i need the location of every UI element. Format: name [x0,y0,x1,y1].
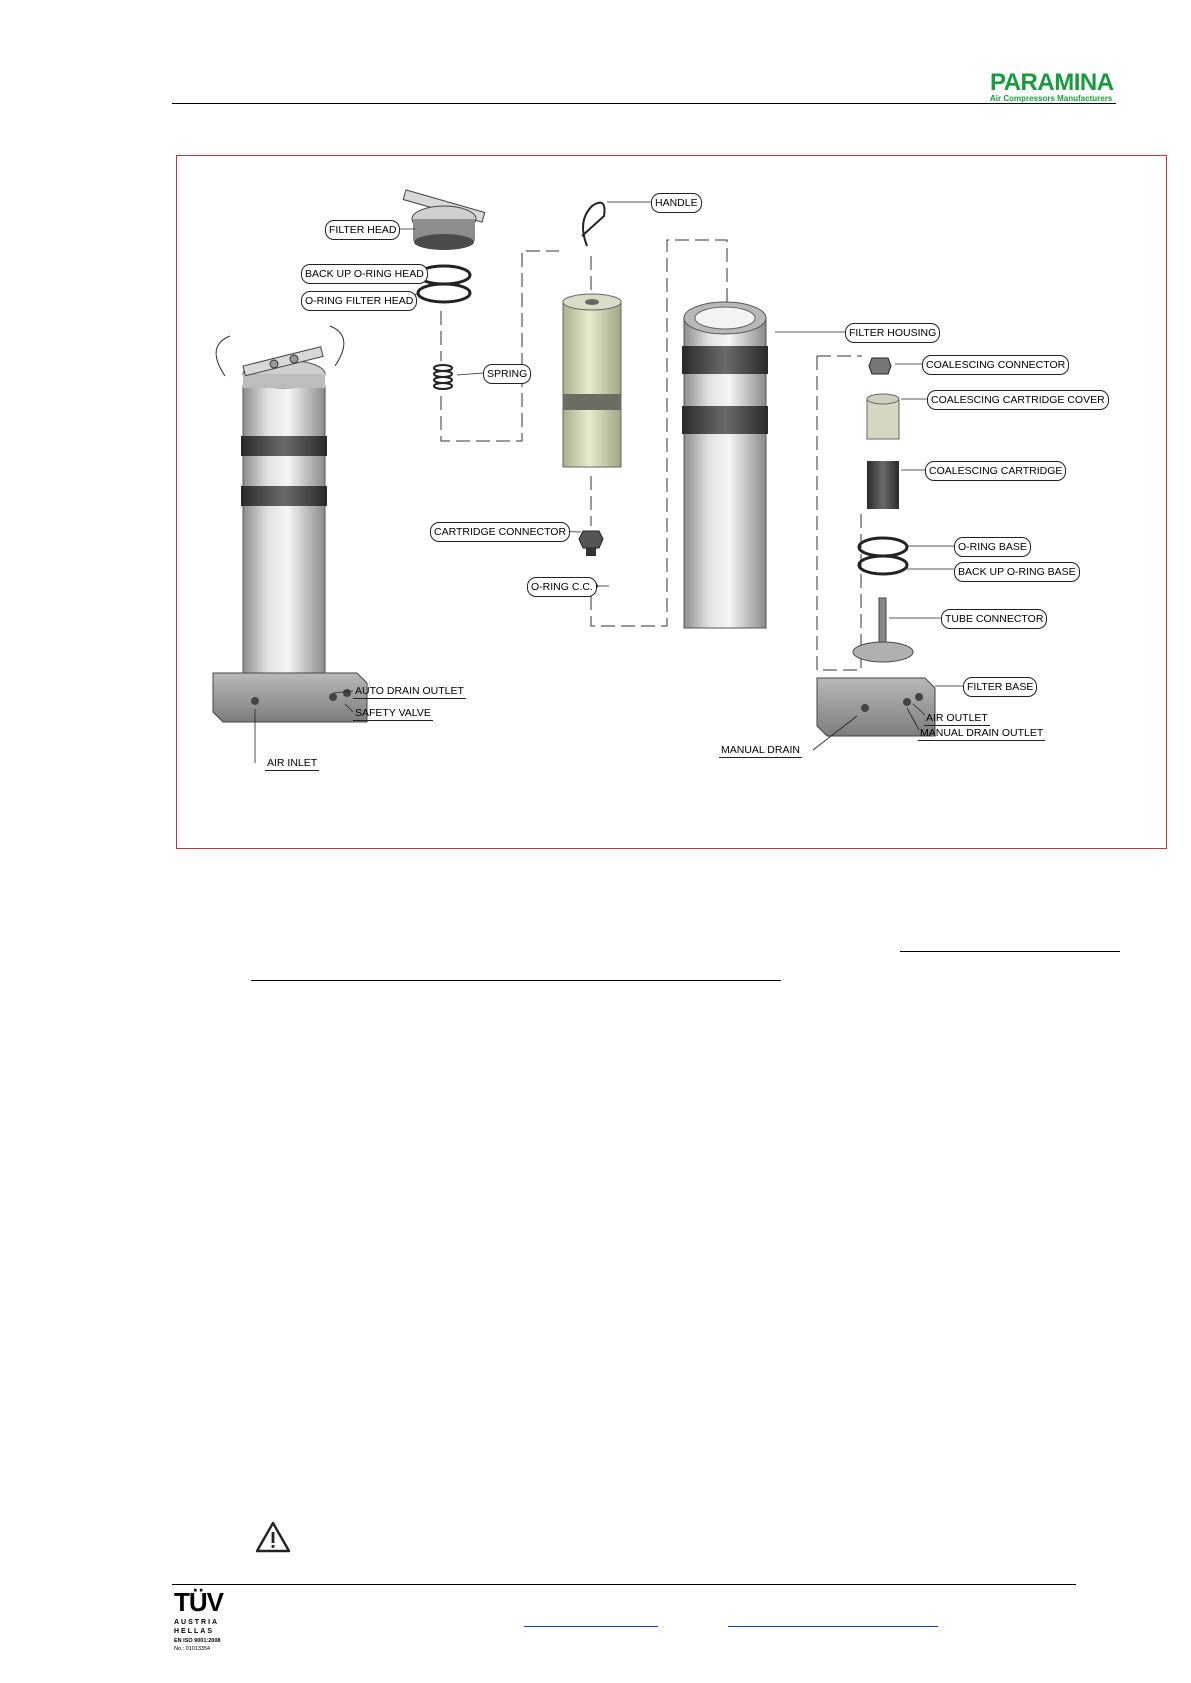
callout-coalescing-cartridge-cover: COALESCING CARTRIDGE COVER [927,390,1109,410]
label-manual-drain: MANUAL DRAIN [721,744,800,756]
callout-filter-head: FILTER HEAD [325,220,400,240]
tuv-line-austria: AUSTRIA [174,1619,220,1626]
warning-icon [255,1521,291,1553]
paramina-logo [990,70,1116,104]
label-auto-drain-outlet: AUTO DRAIN OUTLET [355,685,464,697]
label-manual-drain-outlet: MANUAL DRAIN OUTLET [920,727,1044,739]
header-rule [172,103,1116,104]
label-air-inlet: AIR INLET [267,757,318,769]
footer-link-underline[interactable] [524,1626,658,1627]
filter-exploded-diagram [176,155,1167,849]
callout-handle: HANDLE [651,193,702,213]
label-safety-valve: SAFETY VALVE [355,707,431,719]
assembled-filter [213,326,367,722]
callout-oring-filter-head: O-RING FILTER HEAD [301,291,417,311]
callout-coalescing-cartridge: COALESCING CARTRIDGE [925,461,1066,481]
underline-rule [251,980,781,981]
logo-name: PARAMINA [990,69,1114,96]
underline-rule [900,951,1120,952]
logo-tagline: Air Compressors Manufacturers [990,94,1113,103]
tuv-cert-number: No.: 01013354 [174,1646,211,1652]
head-assembly [403,190,559,441]
callout-oring-cc: O-RING C.C. [527,577,597,597]
callout-spring: SPRING [483,364,531,384]
callout-filter-base: FILTER BASE [963,677,1037,697]
tuv-logo [174,1588,238,1652]
footer-rule [172,1584,1076,1585]
callout-oring-base: O-RING BASE [954,537,1031,557]
callout-coalescing-connector: COALESCING CONNECTOR [922,355,1069,375]
tuv-standard: EN ISO 9001:2008 [174,1638,221,1644]
callout-cartridge-connector: CARTRIDGE CONNECTOR [430,522,570,542]
filter-housing-part [682,302,862,670]
tuv-mark: TÜV [174,1587,223,1617]
callout-filter-housing: FILTER HOUSING [845,323,940,343]
callout-tube-connector: TUBE CONNECTOR [941,609,1047,629]
diagram-drawing [177,156,1168,850]
tuv-line-hellas: HELLAS [174,1628,214,1635]
coalescing-parts [817,358,935,736]
handle-part [582,203,605,246]
label-air-outlet: AIR OUTLET [926,712,988,724]
callout-backup-oring-head: BACK UP O-RING HEAD [301,264,428,284]
callout-backup-oring-base: BACK UP O-RING BASE [954,562,1080,582]
footer-link-underline[interactable] [728,1626,938,1627]
